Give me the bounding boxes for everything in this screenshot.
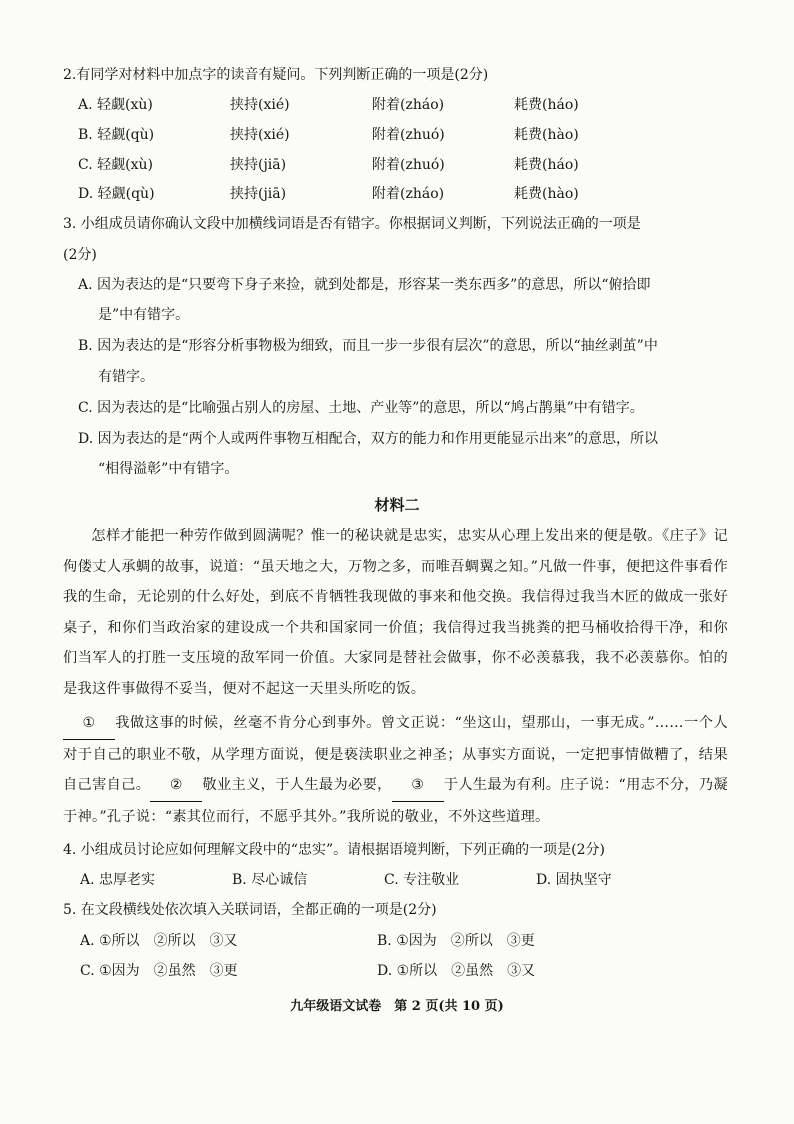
- page-footer: 九年级语文试卷 第 2 页(共 10 页): [290, 999, 504, 1014]
- q3-option-b-cont: 有错字。: [98, 369, 154, 385]
- q5-option-c: C. ①因为 ②虽然 ③更: [80, 963, 238, 979]
- q5-option-d: D. ①所以 ②虽然 ③又: [377, 963, 536, 979]
- q2-d-word3: 附着(zháo): [372, 186, 445, 202]
- q5-option-b: B. ①因为 ②所以 ③更: [377, 933, 535, 949]
- q3-option-a-cont: 是”中有错字。: [98, 307, 190, 323]
- blank-3: ③: [392, 770, 444, 802]
- q2-a-word1: A. 轻觑(xù): [78, 97, 153, 113]
- question-2-stem: 2.有同学对材料中加点字的读音有疑问。下列判断正确的一项是(2分): [63, 67, 489, 83]
- q2-option-row-d: [78, 185, 664, 203]
- q3-option-d-cont: “相得溢彰”中有错字。: [98, 461, 239, 477]
- material-2-paragraph-1: 怎样才能把一种劳作做到圆满呢？惟一的秘诀就是忠实，忠实从心理上发出来的便是敬。《庄子》记佝偻丈人承蜩的故事，说道：“虽天地之大，万物之多，而唯吾蜩翼之知。”凡做一件事，便把这件事看作我的生命，无论别的什么好处，到底不肯牺牲我现做的事来和他交换。我信得过我当木匠的做成一张好桌子，和你们当政治家的建设成一个共和国家同一价值；我信得过我当挑粪的把马桶收拾得干净，和你们当军人的打胜一支压境的敌军同一价值。大家同是替社会做事，你不必羡慕我，我不必羡慕你。怕的是我这件事做得不妥当，便对不起这一天里头所吃的饭。: [63, 528, 728, 697]
- q2-a-word3: 附着(zháo): [372, 97, 445, 113]
- q4-option-d: D. 固执坚守: [536, 872, 612, 888]
- q2-b-word2: 挟持(xié): [230, 127, 290, 143]
- q3-option-c: C. 因为表达的是“比喻强占别人的房屋、土地、产业等”的意思，所以“鸠占鹊巢”中有错字。: [78, 400, 644, 416]
- blank-2: ②: [150, 770, 202, 802]
- q2-d-word4: 耗费(hào): [514, 186, 579, 202]
- q2-c-word4: 耗费(háo): [514, 157, 579, 173]
- q2-option-row-a: [78, 96, 664, 114]
- question-3-stem-cont: (2分): [63, 247, 97, 263]
- q2-c-word2: 挟持(jiā): [230, 157, 287, 173]
- q2-c-word1: C. 轻觑(xù): [78, 157, 153, 173]
- q2-d-word2: 挟持(jiā): [230, 186, 287, 202]
- q2-c-word3: 附着(zhuó): [372, 157, 445, 173]
- q3-option-a: A. 因为表达的是“只要弯下身子来捡，就到处都是，形容某一类东西多”的意思，所以“俯拾即: [78, 277, 651, 293]
- q2-a-word4: 耗费(háo): [514, 97, 579, 113]
- paragraph-2-part-b: 敬业主义，于人生最为必要，: [202, 777, 392, 793]
- blank-1: ①: [63, 708, 115, 740]
- q2-b-word1: B. 轻觑(qù): [78, 127, 155, 143]
- q2-a-word2: 挟持(xié): [230, 97, 290, 113]
- paragraph-2-part-c: 于人生最为有利。庄子说：“用志不分，乃凝于神。”孔子说：“素其位而行，不愿乎其外。”我所说的敬业，不外这些道理。: [63, 777, 728, 825]
- q2-d-word1: D. 轻觑(qù): [78, 186, 155, 202]
- question-4-stem: 4. 小组成员讨论应如何理解文段中的“忠实”。请根据语境判断，下列正确的一项是(2分): [63, 842, 605, 858]
- q2-b-word3: 附着(zhuó): [372, 127, 445, 143]
- question-5-stem: 5. 在文段横线处依次填入关联词语，全都正确的一项是(2分): [63, 902, 437, 918]
- q5-option-a: A. ①所以 ②所以 ③又: [80, 933, 238, 949]
- q3-option-d: D. 因为表达的是“两个人或两件事物互相配合，双方的能力和作用更能显示出来”的意思，所以: [78, 431, 658, 447]
- material-2-title: 材料二: [374, 496, 420, 514]
- q2-option-row-b: [78, 126, 664, 144]
- q3-option-b: B. 因为表达的是“形容分析事物极为细致，而且一步一步很有层次”的意思，所以“抽丝剥茧”中: [78, 338, 658, 354]
- q4-option-c: C. 专注敬业: [384, 872, 460, 888]
- question-3-stem: 3. 小组成员请你确认文段中加横线词语是否有错字。你根据词义判断，下列说法正确的一项是: [63, 216, 641, 232]
- q4-option-a: A. 忠厚老实: [80, 872, 156, 888]
- q2-option-row-c: [78, 156, 664, 174]
- material-2-paragraph-2: [63, 708, 728, 832]
- q2-b-word4: 耗费(hào): [514, 127, 579, 143]
- q4-option-b: B. 尽心诚信: [232, 872, 308, 888]
- paragraph-2-part-a: 我做这事的时候，丝毫不肯分心到事外。曾文正说：“坐这山，望那山，一事无成。”……一个人对于自己的职业不敬，从学理方面说，便是亵渎职业之神圣；从事实方面说，一定把事情做糟了，结果自己害自己。: [63, 715, 728, 793]
- q4-options: [80, 871, 688, 889]
